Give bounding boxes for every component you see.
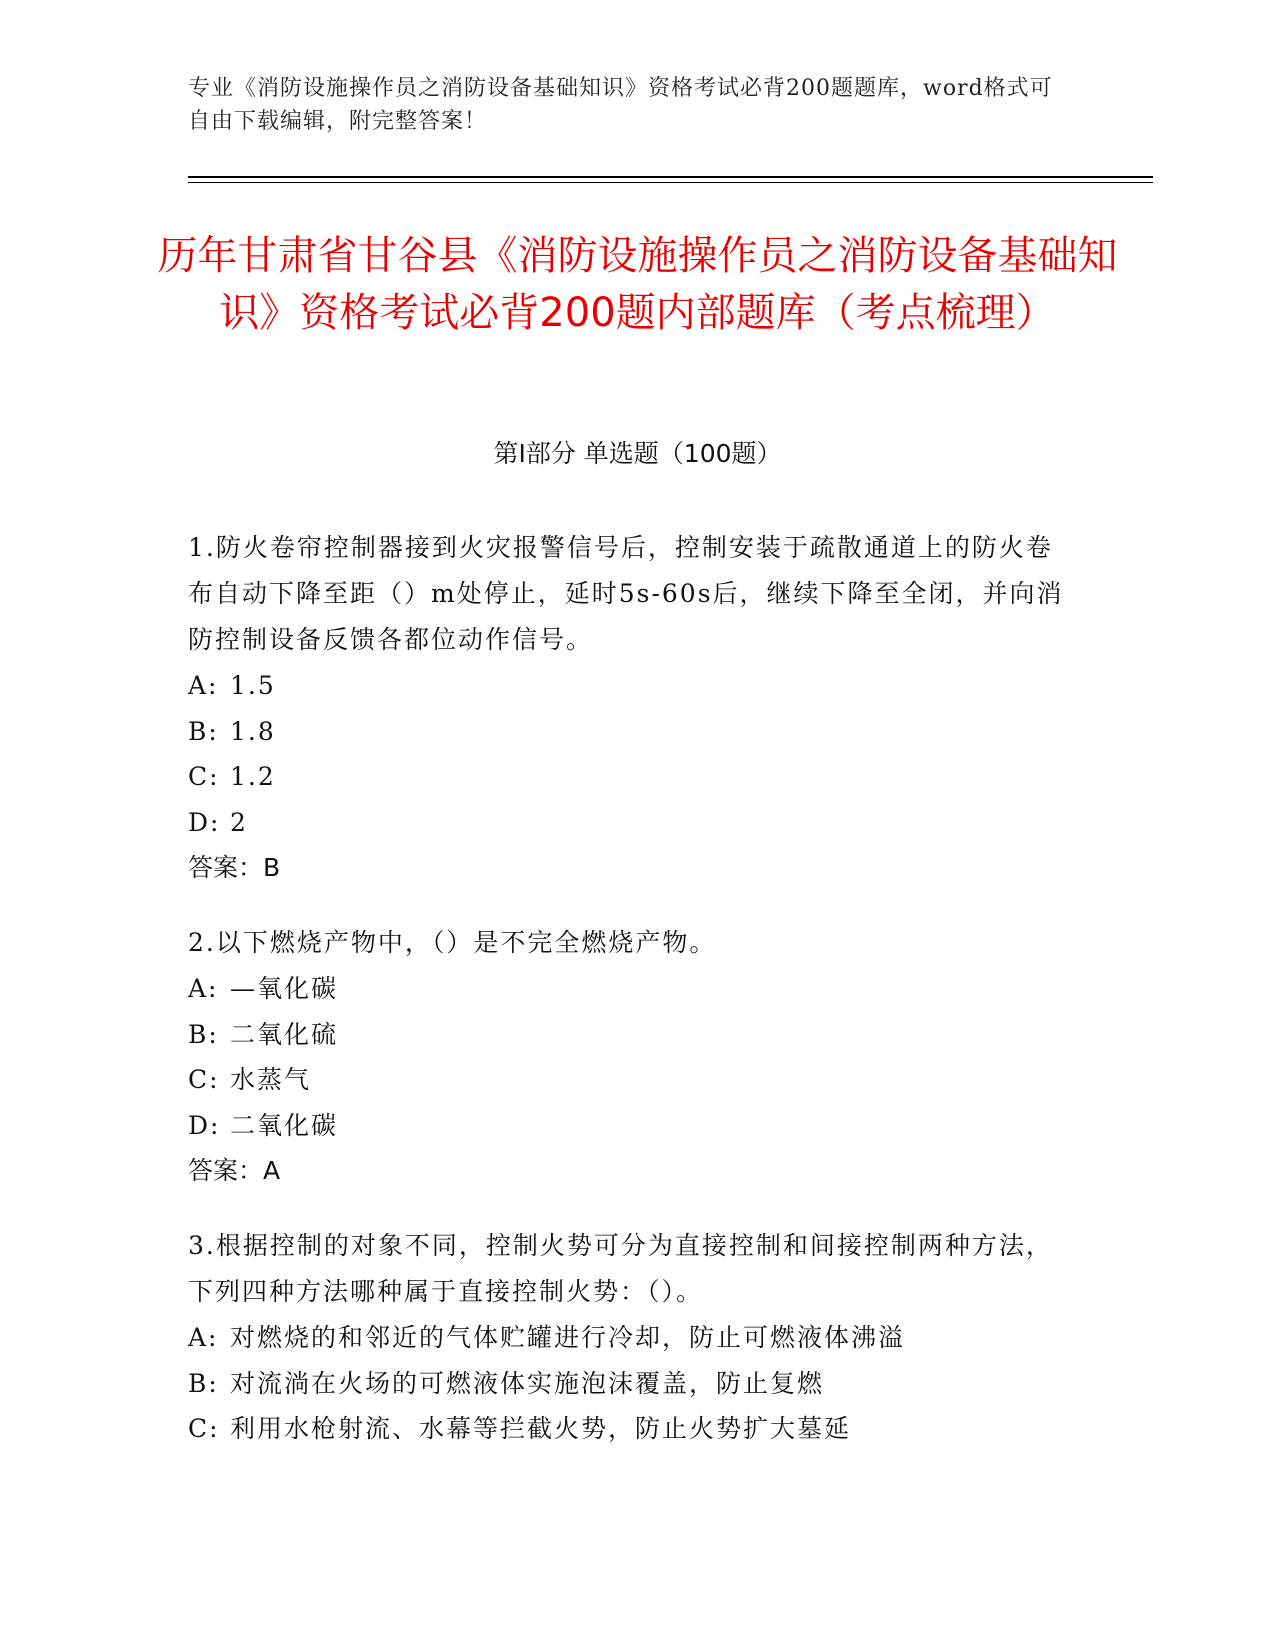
answer-line: 答案：B — [188, 853, 281, 882]
option-text: 利用水枪射流、水幕等拦截火势，防止火势扩大墓延 — [230, 1414, 852, 1443]
option-letter: A: — [188, 1323, 219, 1352]
header-rule-thin — [188, 182, 1153, 183]
option-text: 2 — [230, 807, 248, 837]
option-c — [188, 1406, 1068, 1452]
option-b — [188, 1361, 1068, 1407]
option-a — [188, 663, 1068, 709]
option-text: —氧化碳 — [230, 974, 339, 1003]
option-text: 水蒸气 — [230, 1065, 312, 1094]
option-b — [188, 1012, 1068, 1058]
option-letter: D: — [188, 1110, 221, 1140]
question-stem: 3.根据控制的对象不同，控制火势可分为直接控制和间接控制两种方法，下列四种方法哪种属于直接控制火势：（）。 — [188, 1231, 1053, 1306]
option-d — [188, 800, 1068, 846]
option-letter: B: — [188, 1019, 219, 1049]
question-2 — [188, 920, 1068, 1193]
option-text: 二氧化硫 — [230, 1019, 339, 1049]
option-letter: C: — [188, 1414, 220, 1443]
option-text: 对燃烧的和邻近的气体贮罐进行冷却，防止可燃液体沸溢 — [230, 1323, 906, 1352]
header-note: 专业《消防设施操作员之消防设备基础知识》资格考试必背200题题库，word格式可自由下载编辑，附完整答案！ — [188, 76, 1053, 134]
option-letter: B: — [188, 716, 219, 746]
question-1 — [188, 525, 1068, 890]
option-a — [188, 966, 1068, 1012]
header-rule-thick — [188, 176, 1153, 178]
option-letter: C: — [188, 762, 220, 791]
option-letter: A: — [188, 974, 219, 1003]
option-a — [188, 1315, 1068, 1361]
option-letter: C: — [188, 1065, 220, 1094]
option-letter: B: — [188, 1368, 219, 1398]
question-stem: 2.以下燃烧产物中，（）是不完全燃烧产物。 — [188, 928, 717, 957]
option-letter: A: — [188, 671, 219, 700]
option-d — [188, 1103, 1068, 1149]
question-3 — [188, 1223, 1068, 1452]
question-stem: 1.防火卷帘控制器接到火灾报警信号后，控制安装于疏散通道上的防火卷布自动下降至距（）m处停止，延时5s-60s后，继续下降至全闭，并向消防控制设备反馈各都位动作信号。 — [188, 533, 1064, 654]
option-text: 1.2 — [230, 762, 276, 791]
option-b — [188, 709, 1068, 755]
document-title: 历年甘肃省甘谷县《消防设施操作员之消防设备基础知识》资格考试必背200题内部题库（考点梳理） — [157, 233, 1118, 336]
option-letter: D: — [188, 807, 221, 837]
option-text: 1.5 — [230, 671, 276, 700]
question-list — [188, 525, 1068, 1482]
option-text: 1.8 — [230, 716, 276, 746]
option-c — [188, 754, 1068, 800]
option-c — [188, 1057, 1068, 1103]
answer-line: 答案：A — [188, 1156, 281, 1185]
section-heading: 第I部分 单选题（100题） — [493, 439, 782, 468]
option-text: 二氧化碳 — [230, 1110, 339, 1140]
option-text: 对流淌在火场的可燃液体实施泡沫覆盖，防止复燃 — [230, 1368, 825, 1398]
